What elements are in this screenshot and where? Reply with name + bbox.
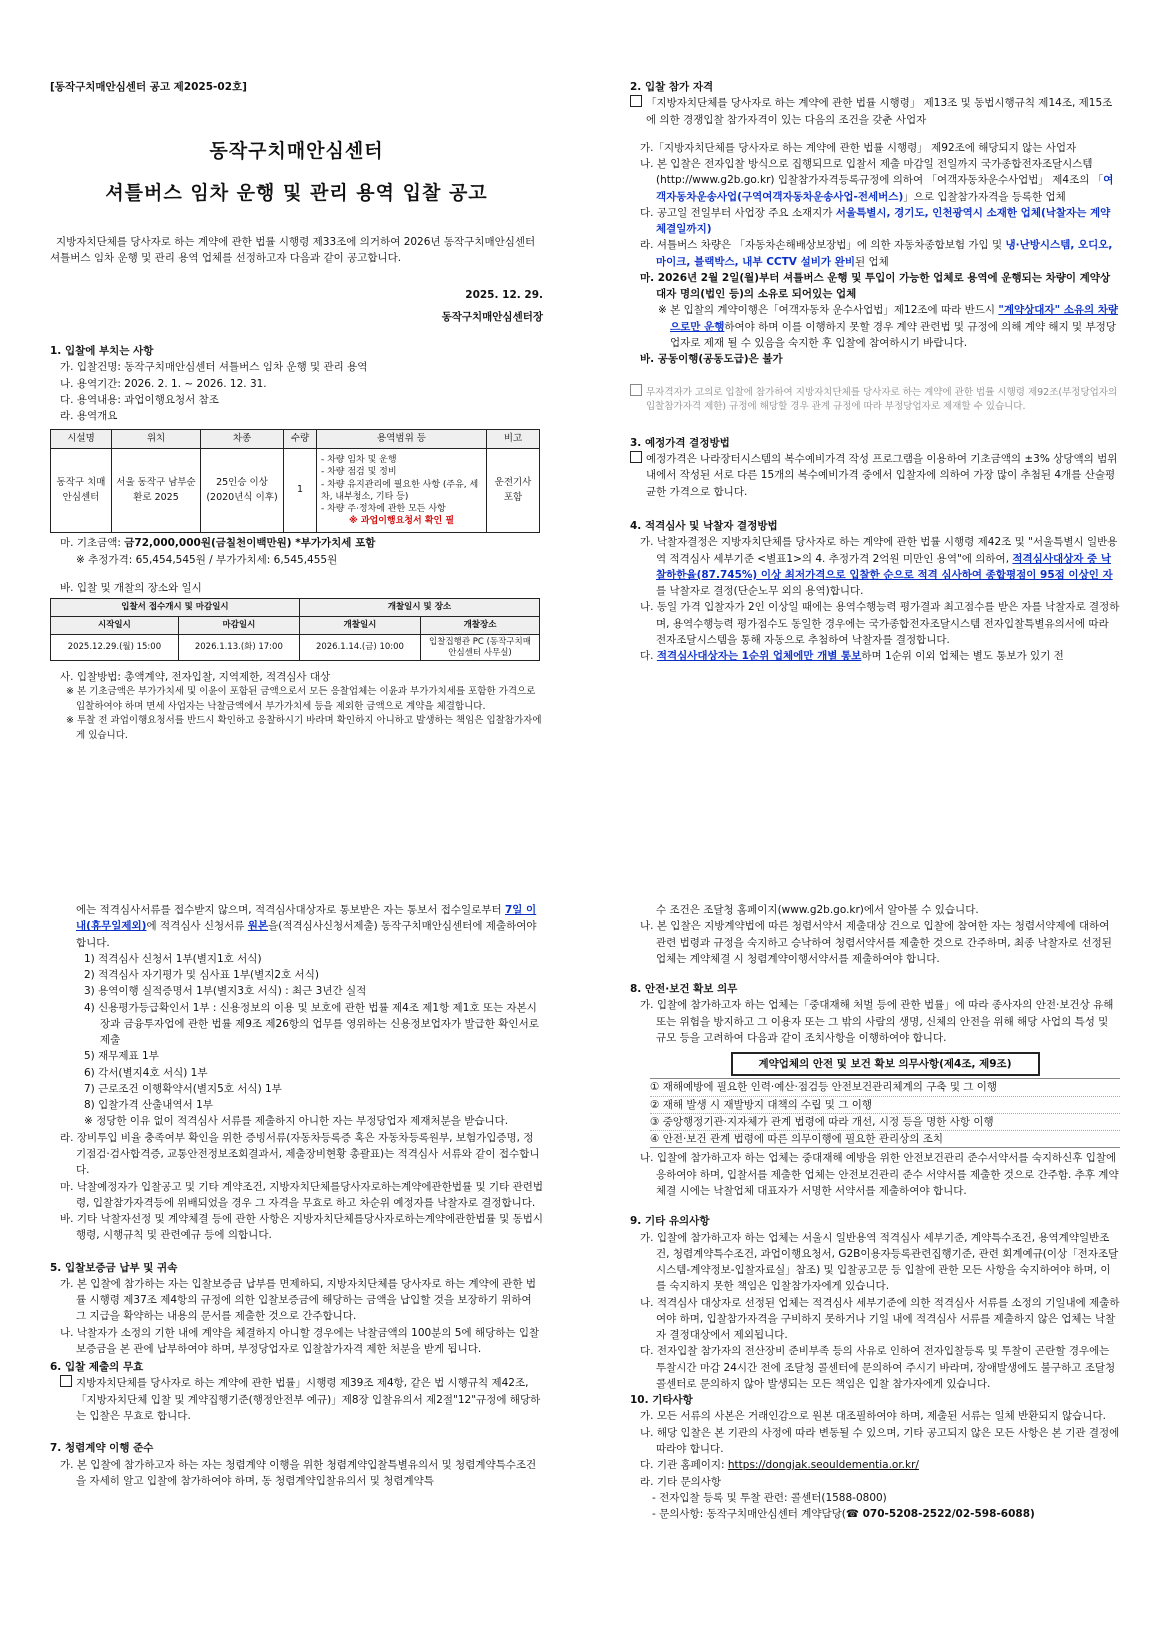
- intro-text: 지방자치단체를 당사자로 하는 계약에 관한 법률 시행령 제33조에 의거하여 2026년 동작구치매안심센터 셔틀버스 임차 운행 및 관리 용역 업체를 선정하고자 다음과 같이 공고합니다.: [50, 236, 536, 265]
- s1-ra: 라. 용역개요: [60, 410, 118, 423]
- duty-item: ④ 안전·보건 관계 법령에 따른 의무이행에 필요한 관리상의 조치: [650, 1133, 944, 1146]
- s2-na: [630, 156, 1120, 205]
- duty-title-wrap: [650, 1052, 1120, 1076]
- s4-continued: [50, 902, 543, 951]
- contact-label: - 문의사항: 동작구치매안심센터 계약담당(: [652, 1508, 846, 1521]
- s2-na-b: 」으로 입찰참가자격을 등록한 업체: [903, 190, 1066, 203]
- s4-cont-blue2: 원본: [247, 920, 269, 933]
- duty-item: ① 재해예방에 필요한 인력·예산·점검등 안전보건관리체계의 구축 및 그 이행: [650, 1079, 1120, 1096]
- base-amount-label: 마. 기초금액:: [60, 537, 125, 550]
- s4-cont-c: 을(적격심사신청서제출) 동작구치매안심센터에 제출하여야 합니다.: [76, 920, 537, 949]
- s1-ba: 바. 입찰 및 개찰의 장소와 일시: [60, 581, 202, 594]
- s10-ga: 가. 모든 서류의 사본은 거래인감으로 원본 대조필하여야 하며, 제출된 서류는 일체 반환되지 않습니다.: [640, 1410, 1106, 1423]
- s2-ra: [630, 237, 1120, 270]
- s2-grey-note: [630, 384, 1120, 415]
- th-qty: 수량: [284, 429, 317, 449]
- th-end: 마감일시: [178, 617, 299, 635]
- s10-da: [630, 1457, 1120, 1473]
- s4-ga-blue: 적격심사대상자 중 낙찰하한율(87.745%) 이상 최저가격으로 입찰한 순으로 적격 심사하여 종합평점이 95점 이상인 자: [656, 552, 1113, 581]
- cell-open-place: 입찰집행관 PC (동작구치매안심센터 사무실): [421, 635, 540, 660]
- s3-body-text: 예정가격은 나라장터시스템의 복수예비가격 작성 프로그램을 이용하여 기초금액의 ±3% 상당액의 범위 내에서 작성된 서로 다른 15개의 복수예비가격 중에서 입찰자에 의하여 가장 많이 추첨된 4개를 산술평균한 가격으로 합니다.: [646, 453, 1118, 498]
- s2-lead: [630, 95, 1120, 128]
- th-remark: 비고: [487, 429, 540, 449]
- th-location: 위치: [112, 429, 201, 449]
- s9-da: 다. 전자입찰 참가자의 전산장비 준비부족 등의 사유로 인하여 전자입찰등록 및 투찰이 곤란할 경우에는 투찰시간 마감 24시간 전에 조달청 콜센터에 문의하여 주시기 바라며, 장애발생에도 불구하고 조달청 콜센터로 문의하지 않아 발생되는 모든 책임은 입찰 참가자에게 있습니다.: [640, 1345, 1116, 1390]
- s4-da: [630, 648, 1120, 664]
- docs-note: ※ 정당한 이유 없이 적격심사 서류를 제출하지 아니한 자는 부정당업자 제재처분을 받습니다.: [84, 1115, 509, 1128]
- section-6-title: 6. 입찰 제출의 무효: [50, 1361, 144, 1374]
- s7-na: 나. 본 입찰은 지방계약법에 따른 청렴서약서 제출대상 건으로 입찰에 참여한 자는 청렴서약제에 대하여 관련 법령과 규정을 숙지하고 승낙하여 청렴서약서를 제출한 것으로 간주하며, 최종 낙찰자로 선정된 업체는 계약체결 시 청렴계약이행서약서를 제출하여야 합니다.: [640, 920, 1112, 965]
- s4-na: 나. 동일 가격 입찰자가 2인 이상일 때에는 용역수행능력 평가결과 최고점수를 받은 자를 낙찰자로 결정하며, 용역수행능력 평가점수도 동일한 경우에는 국가종합전자조달시스템 전자입찰특별유의서에 따라 전자조달시스템을 통해 자동으로 추첨하여 낙찰자를 결정합니다.: [640, 601, 1120, 646]
- left-column-top: [50, 79, 543, 744]
- checkbox-icon: [60, 1375, 72, 1387]
- s1-na: 나. 용역기간: 2026. 2. 1. ~ 2026. 12. 31.: [60, 377, 267, 390]
- cell-vehicle: 25인승 이상 (2020년식 이후): [201, 449, 284, 533]
- s10-ra: 라. 기타 문의사항: [640, 1475, 722, 1488]
- notice-number: [동작구치매안심센터 공고 제2025-02호]: [50, 81, 247, 93]
- cell-qty: 1: [284, 449, 317, 533]
- duty-item: ③ 중앙행정기관·지자체가 관계 법령에 따라 개선, 시정 등을 명한 사항 이행: [650, 1114, 1120, 1131]
- doc-item: 6) 각서(별지4호 서식) 1부: [84, 1066, 208, 1079]
- doc-item: 5) 재무제표 1부: [84, 1050, 159, 1063]
- s2-ra-a: 라. 셔틀버스 차량은 「자동차손해배상보장법」에 의한 자동차종합보험 가입 및: [640, 239, 1006, 252]
- section-10-title: 10. 기타사항: [630, 1394, 693, 1407]
- s1-note1: ※ 본 기초금액은 부가가치세 및 이윤이 포함된 금액으로서 모든 응찰업체는 이윤과 부가가치세를 포함한 가격으로 입찰하여야 하며 면세 사업자는 낙찰금액에서 부가가치세 등을 제외한 금액으로 계약을 체결합니다.: [66, 686, 536, 712]
- s2-ga: 가.「지방자치단체를 당사자로 하는 계약에 관한 법률 시행령」 제92조에 해당되지 않는 사업자: [640, 141, 1077, 154]
- s2-ma: 마. 2026년 2월 2일(월)부터 셔틀버스 운행 및 투입이 가능한 업체로 용역에 운행되는 차량이 계약상대자 명의(법인 등)의 소유로 되어있는 업체: [640, 271, 1111, 301]
- checkbox-icon: [630, 384, 642, 396]
- base-amount-value: 금72,000,000원(금칠천이백만원) *부가가치세 포함: [124, 537, 376, 550]
- s10-na: 나. 해당 입찰은 본 기관의 사정에 따라 변동될 수 있으며, 기타 공고되지 않은 모든 사항은 본 기관 결정에 따라야 합니다.: [640, 1426, 1120, 1455]
- s8-ga: 가. 입찰에 참가하고자 하는 업체는「중대재해 처벌 등에 관한 법률」에 따라 종사자의 안전·보건상 유해 또는 위험을 방지하고 그 이용자 또는 그 밖의 사람의 생명, 신체의 안전을 위해 해당 사업의 특성 및 규모 등을 고려하여 다음과 같이 조치사항을 이행하여야 합니다.: [640, 999, 1114, 1044]
- duty-list: [650, 1078, 1120, 1148]
- cell-remark: 운전기사 포함: [487, 449, 540, 533]
- issuer: 동작구치매안심센터장: [441, 310, 543, 323]
- notice-date: 2025. 12. 29.: [465, 288, 543, 301]
- section-3-title: 3. 예정가격 결정방법: [630, 436, 730, 449]
- section-4-title: 4. 적격심사 및 낙찰자 결정방법: [630, 520, 778, 533]
- th-opening: 개찰일시 및 장소: [299, 599, 539, 617]
- estimated-price: ※ 추정가격: 65,454,545원 / 부가가치세: 6,545,455원: [76, 553, 338, 566]
- schedule-table: [50, 598, 540, 661]
- s4-cont-b: 에 적격심사 신청서류: [146, 920, 248, 933]
- s2-ba: 바. 공동이행(공동도급)은 불가: [640, 353, 783, 366]
- s2-ra-b: 된 업체: [854, 255, 889, 268]
- s2-note: [630, 302, 1120, 351]
- s1-note2: ※ 투찰 전 과업이행요청서를 반드시 확인하고 응찰하시기 바라며 확인하지 아니하고 발생하는 책임은 입찰참가자에게 있습니다.: [66, 715, 542, 742]
- scope-line: - 차량 유지관리에 필요한 사항 (주유, 세차, 내부청소, 기타 등): [321, 479, 479, 502]
- doc-item: 8) 입찰가격 산출내역서 1부: [84, 1099, 213, 1112]
- th-open-place: 개찰장소: [421, 617, 540, 635]
- section-8-title: 8. 안전·보건 확보 의무: [630, 983, 738, 996]
- s1-sa: 사. 입찰방법: 총액계약, 전자입찰, 지역제한, 적격심사 대상: [60, 670, 331, 683]
- s5-ga: 가. 본 입찰에 참가하는 자는 입찰보증금 납부를 면제하되, 지방자치단체를 당사자로 하는 계약에 관한 법률 시행령 제37조 제4항의 규정에 의한 입찰보증금에 해당하는 금액을 납입할 것을 보장하기 위하여 그 지급을 확약하는 내용의 문서를 제출한 것으로 간주합니다.: [60, 1277, 537, 1323]
- s1-da: 다. 용역내용: 과업이행요청서 참조: [60, 394, 219, 406]
- left-column-bottom: [50, 902, 543, 1489]
- s2-da-blue: 서울특별시, 경기도, 인천광역시 소재한 업체(낙찰자는 계약체결일까지): [656, 206, 1111, 236]
- s2-lead-text: 「지방자치단체를 당사자로 하는 계약에 관한 법률 시행령」 제13조 및 동법시행규칙 제14조, 제15조에 의한 경쟁입찰 참가자격이 있는 다음의 조건을 갖춘 사업자: [646, 97, 1113, 126]
- doc-item: 7) 근로조건 이행확약서(별지5호 서식) 1부: [84, 1082, 282, 1095]
- cell-scope: [317, 449, 487, 533]
- s2-da: [630, 205, 1120, 238]
- s2-note-blue: "계약상대자" 소유의 차량으로만 운행: [670, 304, 1119, 333]
- s2-ra-blue: 냉·난방시스템, 오디오, 마이크, 블랙박스, 내부 CCTV 설비가 완비: [656, 239, 1113, 268]
- s4-da-pre: 다.: [640, 650, 657, 663]
- th-scope: 용역범위 등: [317, 429, 487, 449]
- cell-facility: 동작구 치매안심센터: [51, 449, 112, 533]
- doc-item: 4) 신용평가등급확인서 1부 : 신용정보의 이용 및 보호에 관한 법률 제4조 제1항 제1호 또는 자본시장과 금융투자업에 관한 법률 제9조 제26항의 업무를 영위하는 신용정보업자가 발급한 확인서로 제출: [84, 1001, 539, 1047]
- s2-note-a: ※ 본 입찰의 계약이행은「여객자동차 운수사업법」제12조에 따라 반드시: [658, 304, 999, 317]
- th-facility: 시설명: [51, 429, 112, 449]
- scope-line: - 차량 임차 및 운행: [321, 455, 397, 466]
- doc-item: 2) 적격심사 자기평가 및 심사표 1부(별지2호 서식): [84, 969, 319, 982]
- th-bid-period: 입찰서 접수개시 및 마감일시: [51, 599, 300, 617]
- scope-line: - 차량 주·정차에 관한 모든 사항: [321, 503, 446, 514]
- cell-open-time: 2026.1.14.(금) 10:00: [299, 635, 420, 660]
- section-1: [50, 343, 543, 744]
- s4-ga-b: 를 낙찰자로 결정(단순노무 외의 용역)합니다.: [656, 585, 864, 598]
- s10-ra2: [630, 1506, 1120, 1522]
- s4-ma: 마. 낙찰예정자가 입찰공고 및 기타 계약조건, 지방자치단체를당사자로하는계약에관한법률 및 기타 관련법령, 입찰참가자격등에 위배되었을 경우 그 자격을 무효로 하고 차순위 예정자를 낙찰자로 결정합니다.: [60, 1180, 544, 1209]
- s3-body: [630, 451, 1120, 500]
- th-open-time: 개찰일시: [299, 617, 420, 635]
- section-2-title: 2. 입찰 참가 자격: [630, 81, 714, 93]
- s2-note-b: 하여야 하며 이를 이행하지 못할 경우 계약 관련법 및 규정에 의해 계약 해지 및 부정당업자로 제재 될 수 있음을 숙지한 후 입찰에 참여하시기 바랍니다.: [670, 320, 1116, 349]
- cell-location: 서울 동작구 남부순환로 2025: [112, 449, 201, 533]
- s4-cont-a: 에는 적격심사서류를 접수받지 않으며, 적격심사대상자로 통보받은 자는 통보서 접수일로부터: [76, 904, 505, 916]
- cell-start: 2025.12.29.(월) 15:00: [51, 635, 179, 660]
- s8-na: 나. 입찰에 참가하고자 하는 업체는 중대재해 예방을 위한 안전보건관리 준수서약서를 숙지하신후 입찰에 응하여야 하며, 입찰서를 제출한 업체는 안전보건관리 준수 서약서를 제출한 것으로 간주함. 추후 계약 체결 시에는 낙찰업체 대표자가 서명한 서약서를 제출하여야 합니다.: [640, 1152, 1119, 1197]
- title-block: [50, 137, 543, 208]
- s2-na-a: 나. 본 입찰은 전자입찰 방식으로 집행되므로 입찰서 제출 마감일 전일까지 국가종합전자조달시스템(http://www.g2b.go.kr) 입찰참가자격등록규정에 의하여 「여객자동차운수사업법」 제4조의 「: [640, 158, 1104, 187]
- th-vehicle: 차종: [201, 429, 284, 449]
- s9-ga: 가. 입찰에 참가하고자 하는 업체는 서울시 일반용역 적격심사 세부기준, 계약특수조건, 용역계약일반조건, 청렴계약특수조건, 과업이행요청서, G2B이용자등록관련집행기준, 관련 회계예규(이상「전자조달시스템-계약정보-입찰자료실」참조) 및 입찰공고문 등 입찰에 관한 모든 사항을 숙지하여야 하며, 이를 숙지하지 못한 책임은 입찰참가자에게 있습니다.: [640, 1231, 1119, 1293]
- doc-item: 3) 용역이행 실적증명서 1부(별지3호 서식) : 최근 3년간 실적: [84, 985, 367, 998]
- s4-ra: 라. 장비투입 비율 충족여부 확인을 위한 증빙서류(자동차등록증 혹은 자동차등록원부, 보험가입증명, 정기점검·검사합격증, 교통안전정보조회결과서, 제출장비현황 총괄표)는 적격심사 서류와 같이 접수합니다.: [60, 1131, 540, 1177]
- s4-da-b: 하며 1순위 이외 업체는 별도 통보가 있기 전: [861, 650, 1064, 663]
- scope-note: ※ 과업이행요청서 확인 필: [348, 516, 455, 527]
- s1-ga: 가. 입찰건명: 동작구치매안심센터 셔틀버스 임차 운행 및 관리 용역: [60, 361, 368, 374]
- s2-na-blue: 여객자동차운송사업(구역여객자동차운송사업-전세버스): [656, 174, 1114, 203]
- right-column-top: [630, 79, 1120, 664]
- title-main: 셔틀버스 임차 운행 및 관리 용역 입찰 공고: [105, 181, 488, 204]
- homepage-label: 다. 기관 홈페이지:: [640, 1459, 728, 1472]
- homepage-link[interactable]: https://dongjak.seouldementia.or.kr/: [727, 1459, 919, 1472]
- section-1-title: 1. 입찰에 부치는 사항: [50, 345, 154, 358]
- s2-da-a: 다. 공고일 전일부터 사업장 주요 소재지가: [640, 206, 836, 219]
- section-9-title: 9. 기타 유의사항: [630, 1215, 710, 1228]
- s1-ma: [50, 535, 543, 551]
- s6-body-text: 지방자치단체를 당사자로 하는 계약에 관한 법률」시행령 제39조 제4항, 같은 법 시행규칙 제42조,「지방자치단체 입찰 및 계약집행기준(행정안전부 예규)」제8장 입찰유의서 제2절"12"규정에 해당하는 입찰은 무효로 합니다.: [76, 1377, 541, 1422]
- s9-na: 나. 적격심사 대상자로 선정된 업체는 적격심사 세부기준에 의한 적격심사 서류를 소정의 기일내에 제출하여야 하며, 입찰참가자격을 구비하지 못하거나 기일 내에 적격심사 서류를 제출하지 않은 업체는 낙찰자 결정대상에서 제외됩니다.: [640, 1296, 1120, 1342]
- scope-line: - 차량 점검 및 정비: [321, 467, 397, 478]
- s7-continued: 수 조건은 조달청 홈페이지(www.g2b.go.kr)에서 알아볼 수 있습니다.: [656, 904, 979, 916]
- required-docs: [50, 951, 543, 1130]
- duty-box: [630, 1052, 1120, 1148]
- section-5-title: 5. 입찰보증금 납부 및 귀속: [50, 1261, 178, 1274]
- s5-na: 나. 낙찰자가 소정의 기한 내에 계약을 체결하지 아니할 경우에는 낙찰금액의 100분의 5에 해당하는 입찰보증금을 본 관에 납부하여야 하며, 부정당업자로 입찰참가자격 제한 처분을 받게 됩니다.: [60, 1326, 540, 1355]
- right-column-bottom: [630, 902, 1120, 1522]
- doc-item: 1) 적격심사 신청서 1부(별지1호 서식): [84, 952, 262, 965]
- checkbox-icon: [630, 451, 642, 463]
- checkbox-icon: [630, 95, 642, 107]
- date-block: [50, 287, 543, 326]
- s4-da-blue: 적격심사대상자는 1순위 업체에만 개별 통보: [656, 650, 862, 663]
- th-start: 시작일시: [51, 617, 179, 635]
- section-7-title: 7. 청렴계약 이행 준수: [50, 1442, 154, 1455]
- s4-ga: [630, 534, 1120, 599]
- cell-end: 2026.1.13.(화) 17:00: [178, 635, 299, 660]
- duty-item: ② 재해 발생 시 재발방지 대책의 수립 및 그 이행: [650, 1097, 1120, 1114]
- s7-ga: 가. 본 입찰에 참가하고자 하는 자는 청렴계약 이행을 위한 청렴계약입찰특별유의서 및 청렴계약특수조건을 자세히 알고 입찰에 참가하여야 하며, 동 청렴계약입찰유의서 및 청렴계약특: [60, 1458, 537, 1487]
- s6-body: [50, 1375, 543, 1424]
- duty-box-title: 계약업체의 안전 및 보건 확보 의무사항(제4조, 제9조): [731, 1052, 1040, 1076]
- s4-ba: 바. 기타 낙찰자선정 및 계약체결 등에 관한 사항은 지방자치단체를당사자로하는계약에관한법률 및 동법시행령, 시행규칙 및 관련예규 등에 의합니다.: [60, 1213, 544, 1242]
- contact-phone: ☎ 070-5208-2522/02-598-6088): [845, 1508, 1035, 1521]
- s4-cont-blue1: 7일 이내(휴무일제외): [76, 904, 537, 933]
- s4-ga-a: 가. 낙찰자결정은 지방자치단체를 당사자로 하는 계약에 관한 법률 시행령 제42조 및 "서울특별시 일반용역 적격심사 세부기준 <별표1>의 4. 추정가격 2억원 미만인 용역"에 의하여,: [640, 536, 1118, 565]
- s10-ra1: - 전자입찰 등록 및 투찰 관련: 콜센터(1588-0800): [652, 1491, 887, 1504]
- title-center: 동작구치매안심센터: [209, 140, 384, 163]
- service-overview-table: [50, 429, 540, 534]
- s2-grey-text: 무자격자가 고의로 입찰에 참가하여 지방자치단체를 당사자로 하는 계약에 관한 법률 시행령 제92조(부정당업자의 입찰참가자격 제한) 규정에 해당할 경우 관계 규정에 따라 부정당업자로 제재할 수 있습니다.: [646, 386, 1118, 413]
